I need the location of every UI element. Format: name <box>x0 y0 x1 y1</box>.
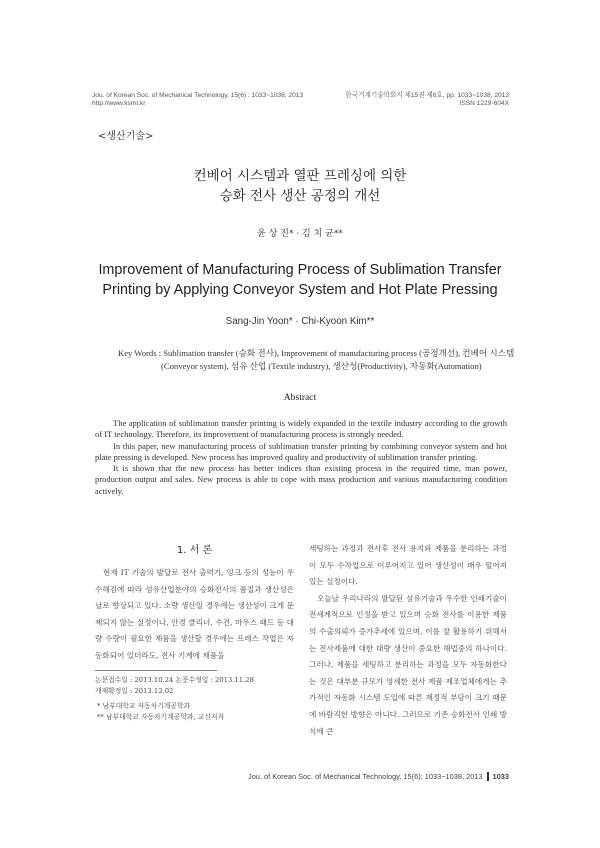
intro-left-column <box>95 565 294 665</box>
author-affiliation-2: ** 남부대학교 자동차기계공학과, 교신저자 <box>97 713 225 721</box>
abstract-heading: Abstract <box>283 392 317 403</box>
accepted-date: 게재확정일 : 2013.12.02 <box>95 687 174 695</box>
section-tag: <생산기술> <box>98 131 154 142</box>
title-english-line-1: Improvement of Manufacturing Process of Sublimation Transfer <box>98 262 502 278</box>
keywords-line-1: Key Words : Sublimation transfer (승화 전사), Improvement of manufacturing process (공정개선), 컨베어 시스템 <box>118 348 515 358</box>
footer-divider <box>487 772 489 781</box>
journal-url[interactable]: http://www.ksmt.kr <box>92 100 146 107</box>
title-english-line-2: Printing by Applying Conveyor System and Hot Plate Pressing <box>102 282 498 298</box>
title-korean-line-1: 컨베어 시스템과 열판 프레싱에 의한 <box>193 168 407 184</box>
journal-citation: Jou. of Korean Soc. of Mechanical Technology, 15(6) : 1033~1038, 2013 <box>92 92 304 99</box>
title-korean-line-2: 승화 전사 생산 공정의 개선 <box>219 188 381 204</box>
authors-korean: 윤 상 진* · 김 치 균** <box>257 229 343 239</box>
page-number: 1033 <box>492 772 509 781</box>
abstract-paragraph: It is shown that the new process has better indices than existing process in the required time, man power, production output and sales. New process is able to cope with mass production and various manufacturing condition actively. <box>95 463 507 496</box>
abstract-paragraph: In this paper, new manufacturing process of sublimation transfer printing by combining conveyor system and hot plate pressing is developed. New process has improved quality and productivity of sublimation transfer printing. <box>95 440 507 462</box>
authors-english: Sang-Jin Yoon* · Chi-Kyoon Kim** <box>225 316 375 327</box>
body-paragraph: 현재 IT 기술의 발달로 전사 출력기, 잉크 등의 성능이 우수해짐에 따라 섬유산업분야의 승화전사의 품질과 생산성은 날로 향상되고 있다. 소량 생산일 경우에는 생산성이 크게 문제되지 않는 실정이나, 안경 클리너, 수건, 마우스 패드 등 대량 수량이 필요한 제품을 생산할 경우에는 프레스 작업은 자동화되어 있더라도, 전사 기계에 제품을 <box>95 568 294 660</box>
title-english <box>0 260 600 300</box>
abstract-paragraph: The application of sublimation transfer printing is widely expanded in the textile industry according to the growth of IT technology. Therefore, its improvement of manufacturing process is strongly needed. <box>95 418 507 440</box>
intro-right-column <box>309 541 507 740</box>
keywords <box>118 347 518 373</box>
abstract-body <box>95 418 507 497</box>
issn: ISSN 1229-604X <box>459 100 509 107</box>
journal-citation-korean: 한국기계기술학회지 제15권 제6호, pp. 1033~1038, 2013 <box>345 92 509 99</box>
footer-citation: Jou. of Korean Soc. of Mechanical Technology, 15(6): 1033~1038, 2013 <box>248 772 483 781</box>
body-paragraph: 오늘날 우리나라의 발달된 섬유기술과 우수한 인쇄기술이 전세계적으로 인정을 받고 있으며 승화 전사를 이용한 제품의 수출의뢰가 증가추세에 있으며, 이를 잘 활용하기 위해서는 전사제품에 대한 대량 생산이 중요한 해법중의 하나이다. 그러나, 제품을 세팅하고 분리하는 과정을 모두 자동화한다는 것은 대부분 규모가 영세한 전사 제품 제조업체에게는 추가적인 자동화 시스템 도입에 따른 재정적 부담이 크기 때문에 바람직한 방향은 아니다. 그러므로 기존 승화전사 인쇄 방식에 큰 <box>309 593 507 736</box>
article-notes <box>95 675 295 723</box>
author-affiliation-1: * 남부대학교 자동차기계공학과 <box>97 702 191 710</box>
footnote-rule <box>95 670 217 671</box>
section-heading-introduction: 1. 서 론 <box>176 545 213 556</box>
received-dates: 논문접수일 : 2013.10.24 논문수정일 : 2013.11.28 <box>95 676 254 684</box>
title-korean <box>0 166 600 206</box>
page-footer <box>248 772 509 781</box>
keywords-line-2: (Conveyor system), 섬유 산업 (Textile industry), 생산성(Productivity), 자동화(Automation) <box>161 361 482 371</box>
body-paragraph: 세팅하는 과정과 전사후 전사 용지와 제품을 분리하는 과정이 모두 수작업으로 이루어지고 있어 생산성이 매우 떨어져 있는 실정이다. <box>309 544 507 587</box>
